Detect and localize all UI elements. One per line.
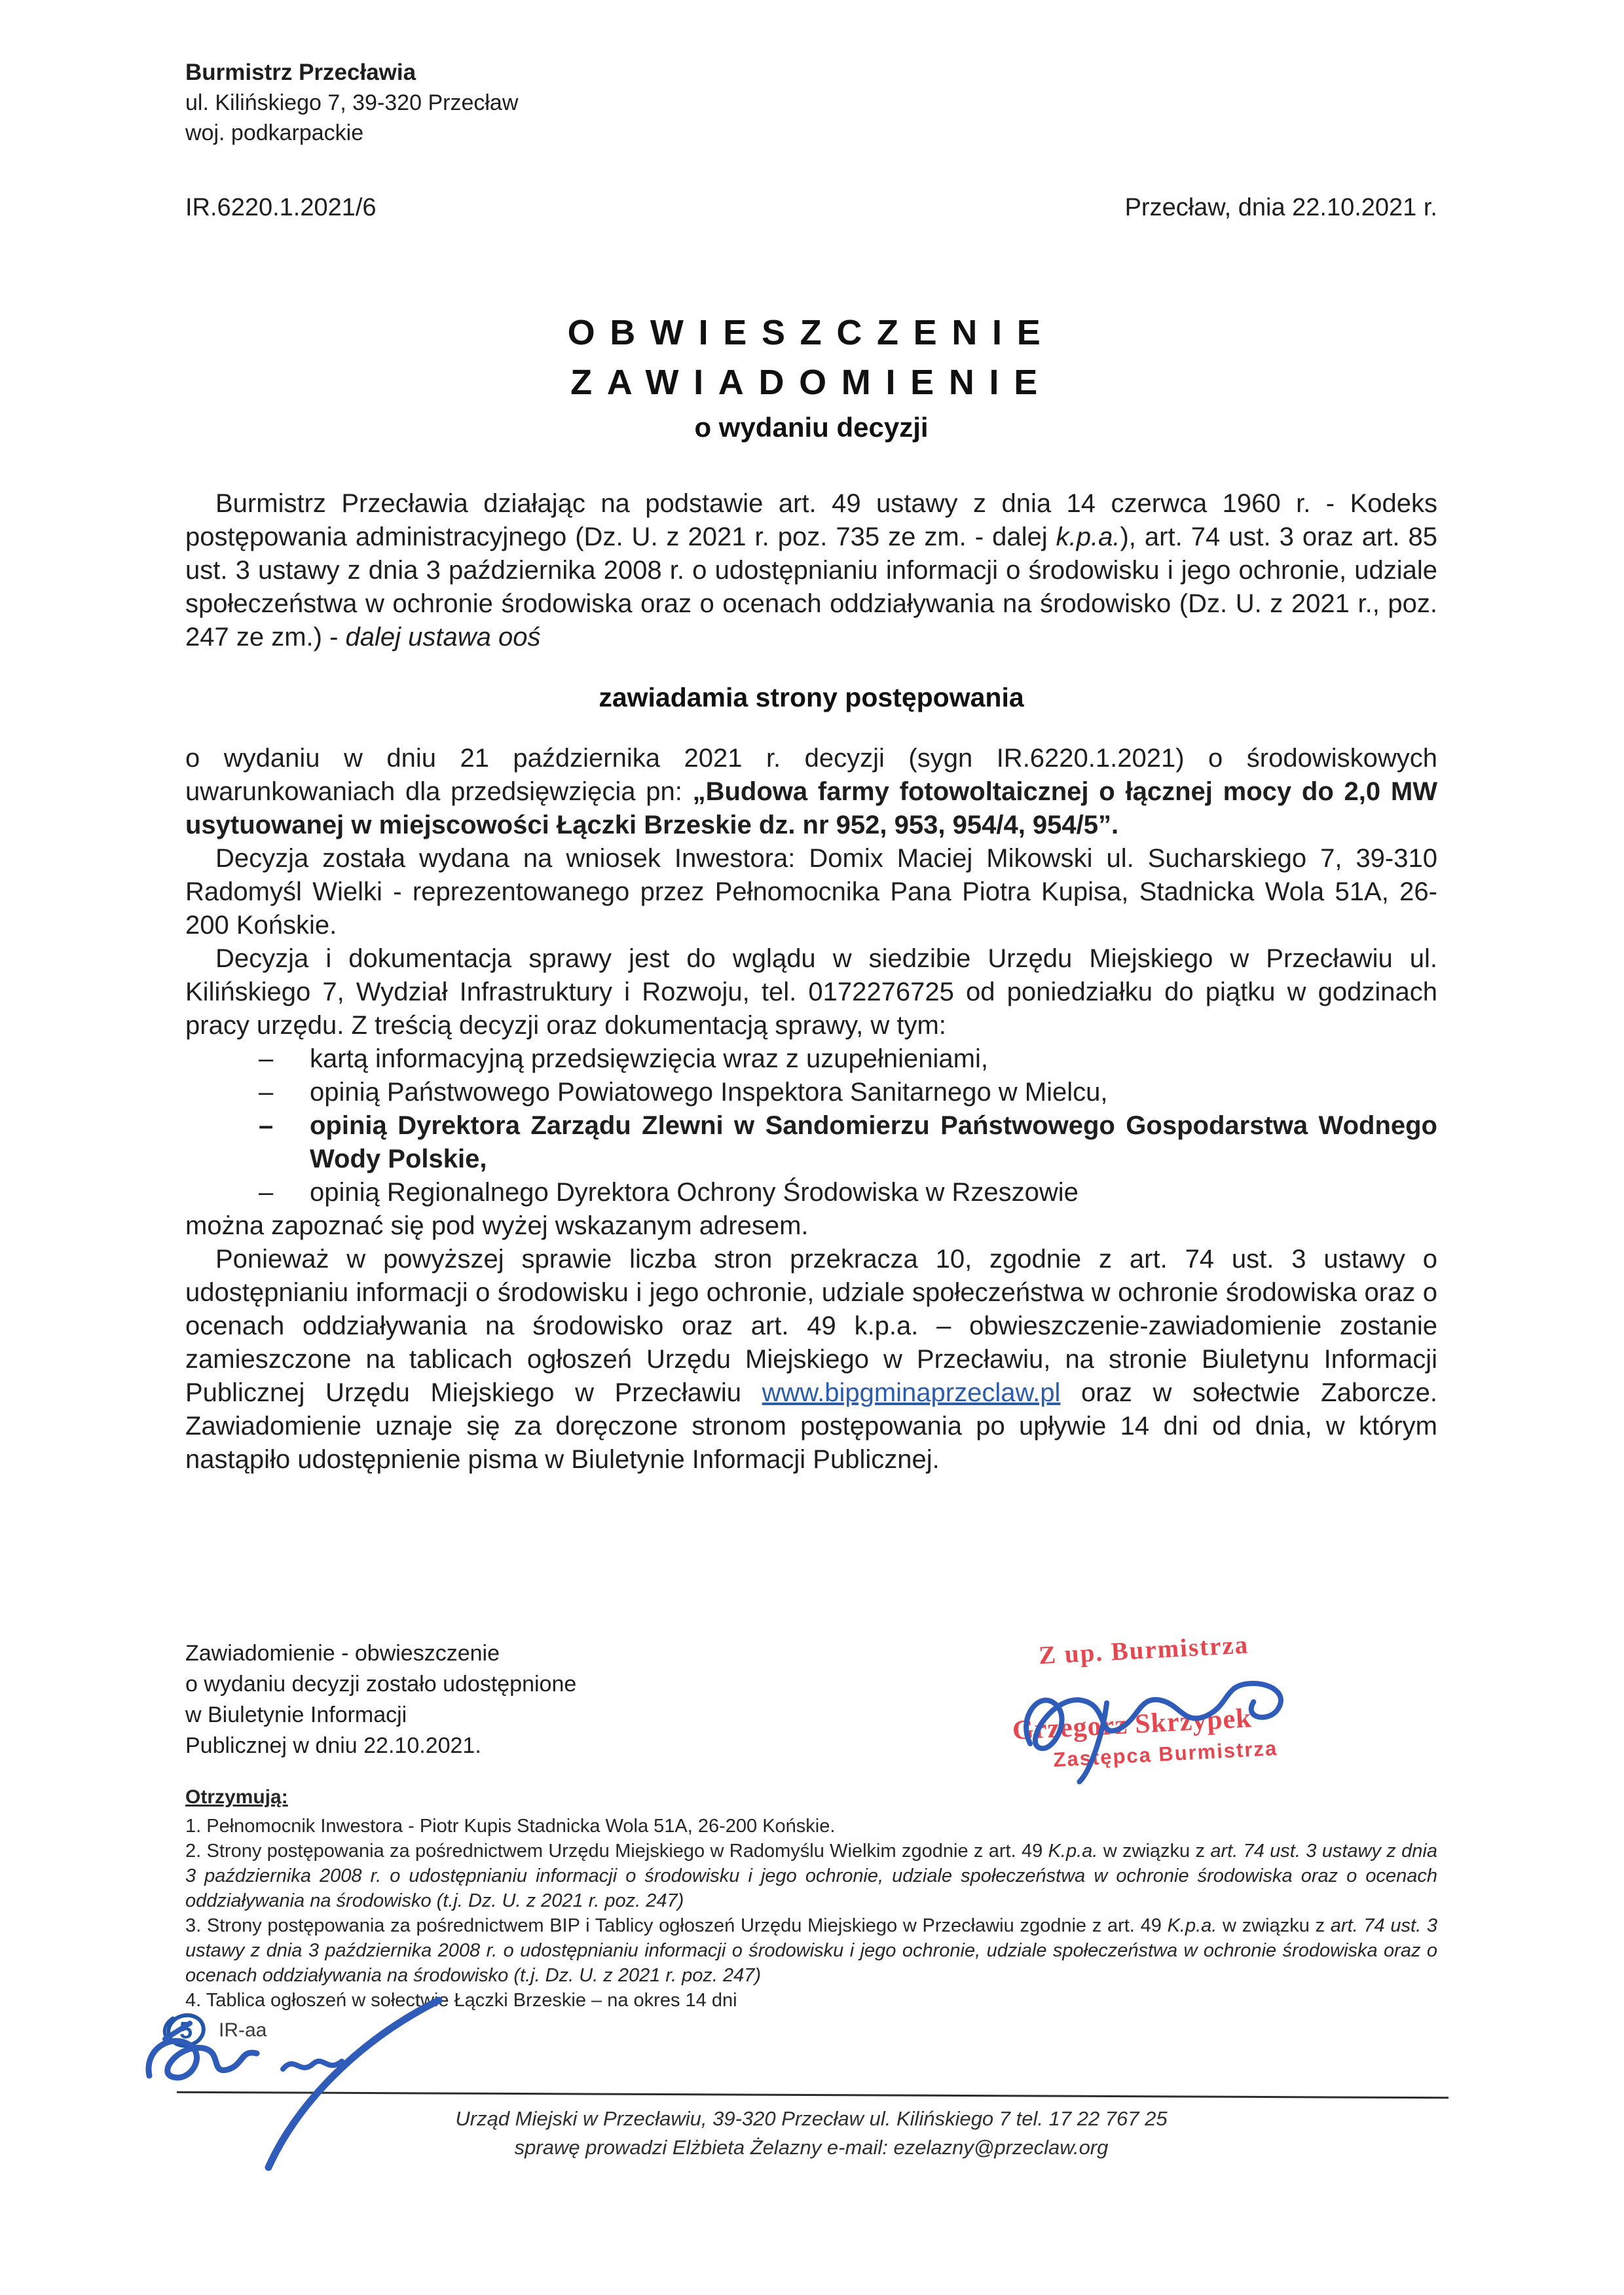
bullet-item-sanitary-opinion [185,1076,1437,1109]
decision-paragraph [185,742,1437,842]
sender-address: ul. Kilińskiego 7, 39-320 Przecław [185,90,519,115]
stamp-role: Zastępca Burmistrza [1052,1736,1278,1772]
bip-note-line1: Zawiadomienie - obwieszczenie [185,1641,500,1666]
file-code: IR-aa [219,2019,267,2041]
investor-paragraph: Decyzja została wydana na wniosek Inwestora: Domix Maciej Mikowski ul. Sucharskiego 7, 39-310 Radomyśl Wielki - reprezentowanego przez Pełnomocnika Pana Piotra Kupisa, Stadnicka Wola 51A, 26-200 Końskie. [185,844,1437,940]
recipient-item-2 [185,1839,1437,1913]
project-name: „Budowa farmy fotowoltaicznej o łącznej mocy do 2,0 MW usytuowanej w miejscowości Łączki Brzeskie dz. nr 952, 953, 954/4, 954/5”. [185,777,1438,839]
svg-text:5: 5 [179,2017,193,2044]
bullet-item-water-opinion [185,1109,1437,1176]
sender-province: woj. podkarpackie [185,120,364,145]
stamp-authorization: Z up. Burmistrza [1038,1630,1250,1670]
footer-office-line: Urząd Miejski w Przecławiu, 39-320 Przecław ul. Kilińskiego 7 tel. 17 22 767 25 [455,2107,1168,2130]
recipients-heading: Otrzymują: [185,1786,288,1808]
bullet-dash: – [259,1044,274,1073]
recipient2-legal-basis: art. 74 ust. 3 ustawy z dnia 3 października 2008 r. o udostępnianiu informacji o środowisku i jego ochronie, udziale społeczeństwa w ochronie środowiska oraz o ocenach oddziaływania na środowisko (t.j. Dz. U. z 2021 r. poz. 247) [185,1841,1437,1911]
bullet-text: opinią Dyrektora Zarządu Zlewni w Sandomierzu Państwowego Gospodarstwa Wodnego Wody Polskie, [310,1111,1437,1173]
sender-block [185,58,1437,148]
stamp-name: Grzegorz Skrzypek [1011,1703,1253,1746]
bullet-item-karta [185,1042,1437,1076]
document-body [185,487,1437,1477]
file-annotation [160,2009,267,2052]
recipients-section [185,1785,1437,2013]
place-and-date: Przecław, dnia 22.10.2021 r. [1124,194,1437,221]
intro-oos-abbrev: dalej ustawa ooś [345,623,541,652]
recipient2-part3: w związku z [1098,1841,1211,1862]
footer-contact-line: sprawę prowadzi Elżbieta Żelazny e-mail: ezelazny@przeclaw.org [514,2136,1109,2159]
decision-intro: o wydaniu w dniu 21 października 2021 r. decyzji (sygn IR.6220.1.2021) o środowiskowych uwarunkowaniach dla przedsięwzięcia pn: [185,744,1437,806]
title-zawiadomienie: ZAWIADOMIENIE [570,363,1052,402]
recipient-item-3 [185,1913,1437,1988]
recipient2-kpa: K.p.a. [1048,1841,1098,1862]
bip-note-line2: o wydaniu decyzji zostało udostępnione [185,1672,577,1697]
title-subtitle: o wydaniu decyzji [694,412,929,443]
bip-link[interactable]: www.bipgminaprzeclaw.pl [762,1378,1061,1407]
after-bullets-line: można zapoznać się pod wyżej wskazanym adresem. [185,1211,809,1240]
bullet-text: kartą informacyjną przedsięwzięcia wraz z uzupełnieniami, [310,1044,988,1073]
intro-part1: Burmistrz Przecławia działając na podstawie art. 49 ustawy z dnia 14 czerwca 1960 r. - Kodeks postępowania administracyjnego (Dz. U. z 2021 r. poz. 735 ze zm. - dalej [185,489,1437,551]
title-obwieszczenie: OBWIESZCZENIE [567,313,1056,352]
notice-paragraph [185,1243,1437,1477]
recipient2-part1: 2. Strony postępowania za pośrednictwem Urzędu Miejskiego w Radomyślu Wielkim zgodnie z art. 49 [185,1841,1048,1862]
reference-row [185,191,1437,224]
bip-publication-note [185,1638,576,1761]
bip-note-line3: w Biuletynie Informacji [185,1702,407,1727]
bullet-dash: – [259,1078,274,1107]
bullet-dash: – [259,1111,274,1140]
notice-part2: oraz w sołectwie Zaborcze. Zawiadomienie uznaje się za doręczone stronom postępowania po upływie 14 dni od dnia, w którym nastąpiło udostępnienie pisma w Biuletynie Informacji Publicznej. [185,1378,1437,1474]
title-block [185,308,1437,447]
signature-stamp [1000,1626,1334,1774]
intro-part3: ), art. 74 ust. 3 oraz art. 85 ust. 3 ustawy z dnia 3 października 2008 r. o udostępnianiu informacji o środowisku i jego ochronie, udziale społeczeństwa w ochronie środowiska oraz o ocenach oddziaływania na środowisko (Dz. U. z 2021 r., poz. 247 ze zm.) - [185,523,1437,652]
circled-five-icon [160,2009,210,2052]
section-heading: zawiadamia strony postępowania [599,682,1024,712]
bip-note-line4: Publicznej w dniu 22.10.2021. [185,1733,481,1758]
intro-paragraph [185,487,1437,654]
inspection-paragraph: Decyzja i dokumentacja sprawy jest do wglądu w siedzibie Urzędu Miejskiego w Przecławiu ul. Kilińskiego 7, Wydział Infrastruktury i Rozwoju, tel. 0172276725 od poniedziałku do piątku w godzinach pracy urzędu. Z treścią decyzji oraz dokumentacją sprawy, w tym: [185,944,1437,1040]
footer-divider [177,2091,1449,2099]
recipient3-part1: 3. Strony postępowania za pośrednictwem BIP i Tablicy ogłoszeń Urzędu Miejskiego w Przecławiu zgodnie z art. 49 [185,1915,1168,1936]
bullet-text: opinią Regionalnego Dyrektora Ochrony Środowiska w Rzeszowie [310,1178,1079,1207]
recipient-item-1: 1. Pełnomocnik Inwestora - Piotr Kupis Stadnicka Wola 51A, 26-200 Końskie. [185,1816,836,1837]
bullet-dash: – [259,1178,274,1207]
bullet-text: opinią Państwowego Powiatowego Inspektora Sanitarnego w Mielcu, [310,1078,1108,1107]
notice-part1: Ponieważ w powyższej sprawie liczba stron przekracza 10, zgodnie z art. 74 ust. 3 ustawy o udostępnianiu informacji o środowisku i jego ochronie, udziale społeczeństwa w ochronie środowiska oraz o ocenach oddziaływania na środowisko oraz art. 49 k.p.a. – obwieszczenie-zawiadomienie zostanie zamieszczone na tablicach ogłoszeń Urzędu Miejskiego w Przecławiu, na stronie Biuletynu Informacji Publicznej Urzędu Miejskiego w Przecławiu [185,1245,1437,1407]
recipient3-part3: w związku z [1217,1915,1331,1936]
recipient3-kpa: K.p.a. [1167,1915,1217,1936]
recipient3-legal-basis: art. 74 ust. 3 ustawy z dnia 3 października 2008 r. o udostępnianiu informacji o środowisku i jego ochronie, udziale społeczeństwa w ochronie środowiska oraz o ocenach oddziaływania na środowisko (t.j. Dz. U. z 2021 r. poz. 247) [185,1915,1437,1986]
sender-name: Burmistrz Przecławia [185,60,416,85]
bullet-item-rdos-opinion [185,1176,1437,1209]
intro-kpa-abbrev: k.p.a. [1056,523,1120,551]
recipient-item-4: 4. Tablica ogłoszeń w sołectwie Łączki Brzeskie – na okres 14 dni [185,1990,737,2011]
reference-number: IR.6220.1.2021/6 [185,194,377,221]
footer-block [185,2104,1437,2162]
